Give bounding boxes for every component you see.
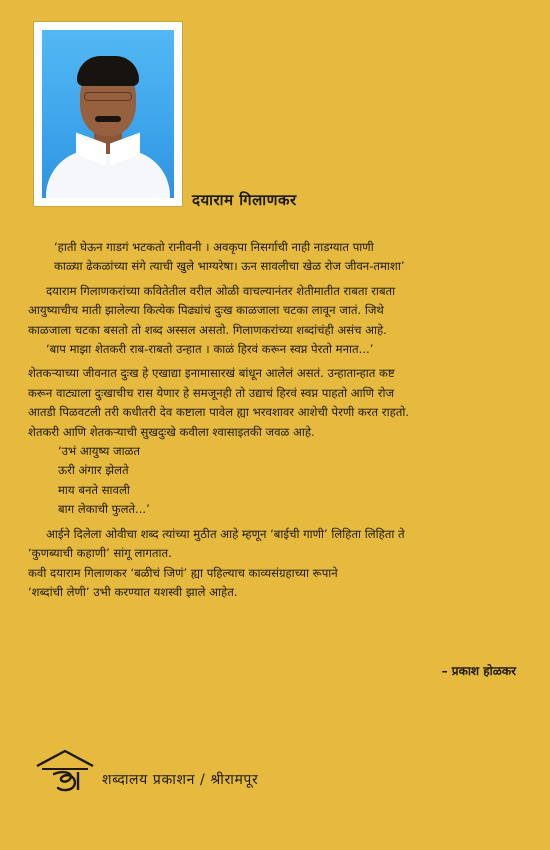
- blurb-text: [28, 238, 526, 602]
- paragraph-line: शेतकरी आणि शेतकऱ्याची सुखदुःखे कवीला श्वासाइतकी जवळ आहे.: [28, 424, 315, 439]
- paragraph-line: काळजाला चटका बसतो तो शब्द अस्सल असतो. गिलाणकरांच्या शब्दांचंही असंच आहे.: [28, 322, 387, 337]
- poem-excerpt: [28, 442, 526, 520]
- reviewer-signature: – प्रकाश होळकर: [441, 664, 516, 678]
- paragraph-line: आयुष्याचीच माती झालेल्या कित्येक पिढ्यांचं दुःख काळजाला चटका लावून जातं. जिथे: [28, 303, 384, 318]
- author-photo-frame: [34, 22, 182, 206]
- publisher-imprint: [34, 748, 434, 792]
- closing-paragraph: [28, 525, 526, 603]
- paragraph-line: कवी दयाराम गिलाणकर ‘बळीचं जिणं’ ह्या पहिल्याच काव्यसंग्रहाच्या रूपाने: [28, 565, 338, 580]
- paragraph-line: दयाराम गिलाणकरांच्या कवितेतील वरील ओळी वाचल्यानंतर शेतीमातीत राबता राबता: [46, 283, 396, 298]
- paragraph-line: करून वाट्याला दुःखाचीच रास येणार हे समजूनही तो उद्याचं हिरवं स्वप्न पाहतो आणि रोज: [28, 385, 395, 400]
- poem-line: ‘उभं आयुष्य जाळत: [58, 444, 140, 459]
- paragraph-line: ‘शब्दांची लेणी’ उभी करण्यात यशस्वी झाले आहेत.: [28, 584, 238, 599]
- paragraph-line: आईने दिलेला ओवीचा शब्द त्यांच्या मुठीत आहे म्हणून ‘बाईची गाणी’ लिहिता लिहिता ते: [46, 526, 405, 541]
- paragraph-line: ‘कुणब्याची कहाणी’ सांगू लागतात.: [28, 546, 172, 561]
- paragraph-line: शेतकऱ्याच्या जीवनात दुःख हे एखाद्या इनामासारखं बांधून आलेलं असतं. उन्हातान्हात कष्ट: [28, 366, 395, 381]
- paragraph-line: आतडी पिळवटली तरी कधीतरी देव कष्टाला पावेल ह्या भरवशावर आशेची पेरणी करत राहतो.: [28, 405, 410, 420]
- poem-line: बाग लेकाची फुलते...’: [58, 502, 150, 517]
- author-photo: [42, 30, 174, 198]
- verse-line: काळ्या ढेकळांच्या संगे त्याची खुले भाग्यरेषा। ऊन सावलीचा खेळ रोज जीवन-तमाशा’: [54, 259, 405, 274]
- second-verse: ‘बाप माझा शेतकरी राब-राबतो उन्हात । काळं हिरवं करून स्वप्न पेरतो मनात...’: [46, 342, 374, 357]
- poem-line: ऊरी अंगार झेलते: [58, 463, 129, 478]
- publisher-name: शब्दालय प्रकाशन / श्रीरामपूर: [102, 772, 259, 788]
- poem-line: माय बनते सावली: [58, 482, 130, 497]
- verse-line: ‘हाती घेऊन गाडगं भटकतो रानीवनी । अवकृपा निसर्गाची नाही नाडग्यात पाणी: [54, 240, 374, 254]
- author-name: दयाराम गिलाणकर: [192, 191, 297, 209]
- farmer-paragraph: [28, 364, 526, 442]
- opening-verse: [28, 238, 526, 277]
- shabdalay-publisher-logo-icon: [34, 748, 96, 792]
- intro-paragraph: [28, 282, 526, 340]
